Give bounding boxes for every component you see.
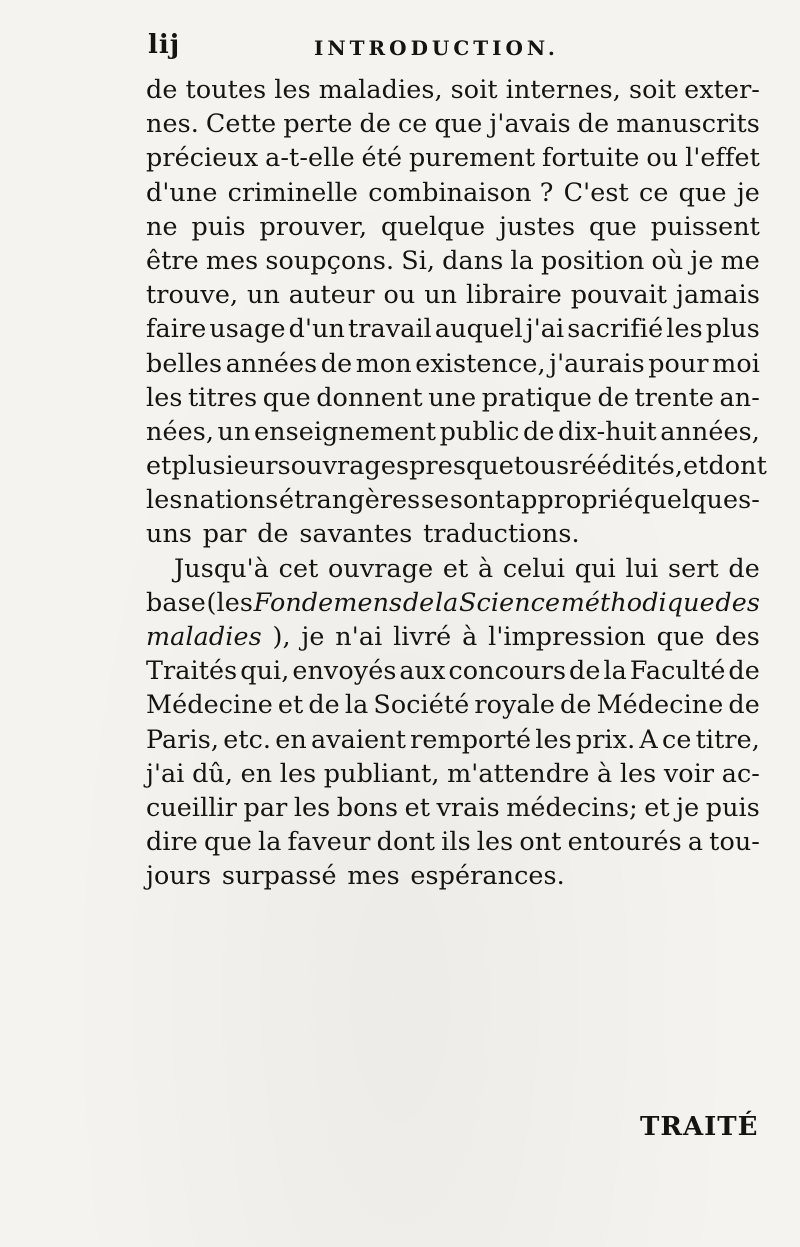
word: une <box>428 381 477 412</box>
word: les <box>535 723 572 754</box>
word: et <box>683 450 709 481</box>
word: été <box>361 142 403 173</box>
word: mon <box>355 347 412 378</box>
word: Paris, <box>146 723 220 754</box>
text-line <box>146 653 760 687</box>
word: jours <box>146 860 212 891</box>
word: l'effet <box>685 142 760 173</box>
word: les <box>146 381 183 412</box>
word: de <box>577 108 610 139</box>
word: prix. <box>575 723 636 754</box>
word: j'aurais <box>549 347 645 378</box>
word: des <box>715 586 760 617</box>
word: fortuite <box>542 142 640 173</box>
word: dix-huit <box>558 415 657 446</box>
word: en <box>275 723 307 754</box>
word: espérances. <box>410 860 565 891</box>
word: soupçons. <box>265 244 395 275</box>
word: de <box>308 689 340 720</box>
page-number: lij <box>148 30 181 60</box>
word: ), <box>272 621 291 651</box>
word: je <box>676 791 700 822</box>
text-line <box>146 311 760 345</box>
text-line <box>146 756 760 790</box>
word: titres <box>187 381 258 412</box>
word: an- <box>719 381 760 412</box>
word: cueillir <box>146 791 238 822</box>
word: perte <box>283 108 353 139</box>
word: travail <box>347 313 432 344</box>
word: a <box>687 826 704 857</box>
word: internes, <box>505 74 621 104</box>
word: qui <box>574 552 616 583</box>
text-line <box>146 858 760 892</box>
word: les <box>146 484 183 515</box>
word: auquel <box>434 313 523 344</box>
word: que <box>204 826 252 857</box>
word: les <box>476 826 514 857</box>
word: de <box>402 586 435 617</box>
word: me <box>720 244 760 275</box>
word: plusieurs <box>171 450 291 481</box>
word: manuscrits <box>616 108 760 139</box>
text-line <box>146 277 760 311</box>
word: belles <box>146 347 223 378</box>
word: puis <box>705 791 760 822</box>
word: faveur <box>287 826 371 857</box>
text-line <box>146 448 767 482</box>
word: public <box>439 415 520 446</box>
text-line <box>146 687 760 721</box>
word: sert <box>667 552 719 583</box>
text-line <box>146 346 760 380</box>
word: moi <box>712 347 760 378</box>
word: je <box>736 176 760 207</box>
word: position <box>540 244 645 275</box>
word: de <box>560 689 592 720</box>
word: en <box>240 757 273 788</box>
word: mes <box>205 244 259 275</box>
word: tous <box>513 450 570 481</box>
word: puis <box>191 210 246 241</box>
word: ne <box>146 210 178 241</box>
word: de <box>728 689 760 720</box>
word: lui <box>625 552 659 583</box>
word: années, <box>660 415 760 446</box>
word: un <box>424 279 458 310</box>
word: de <box>728 655 760 686</box>
word: sacrifié <box>567 313 664 344</box>
word: où <box>651 244 684 275</box>
text-line <box>146 551 760 585</box>
word: les <box>274 74 311 104</box>
word: envoyés <box>292 655 397 686</box>
word: combinaison ? <box>368 176 554 207</box>
word: tou- <box>709 826 760 857</box>
word: à <box>462 621 478 651</box>
word: un <box>247 279 280 310</box>
word: qui, <box>240 655 290 686</box>
word: que <box>656 621 705 651</box>
word: quelques- <box>634 484 760 515</box>
text-line <box>146 790 760 824</box>
word: Science <box>459 586 561 617</box>
word: j'ai <box>525 313 565 344</box>
word: médecins; <box>506 791 638 822</box>
word: prouver, <box>259 210 368 241</box>
word: ac- <box>721 757 760 788</box>
word: j'ai <box>146 757 185 788</box>
word: Cette <box>205 108 277 139</box>
word: de <box>257 518 289 549</box>
word: de <box>728 552 760 583</box>
word: auteur <box>288 279 375 310</box>
word: celui <box>502 552 566 583</box>
word: trente <box>634 381 715 412</box>
word: d'un <box>288 313 345 344</box>
word: Jusqu'à <box>174 552 269 583</box>
word: dont <box>376 826 436 857</box>
word: de <box>359 108 391 139</box>
text-line <box>146 209 760 243</box>
word: années <box>225 347 318 378</box>
word: exter- <box>684 74 760 104</box>
text-line <box>146 585 760 619</box>
word: concours <box>448 655 567 686</box>
word: les <box>666 313 703 344</box>
word: libraire <box>465 279 562 310</box>
word: se <box>420 484 450 515</box>
word: de <box>597 381 630 412</box>
word: cet <box>278 552 319 583</box>
word: voir <box>663 757 715 788</box>
word: entourés <box>567 826 682 857</box>
word: livré <box>393 621 452 651</box>
word: pouvait <box>570 279 668 310</box>
word: base <box>146 586 206 617</box>
text-line <box>146 619 760 653</box>
word: m'attendre <box>447 757 590 788</box>
text-line <box>146 482 760 516</box>
word: ouvrages <box>290 450 410 481</box>
word: de <box>569 655 601 686</box>
word: soit <box>629 74 677 104</box>
word: et <box>404 791 430 822</box>
word: jamais <box>675 279 760 310</box>
word: a-t-elle <box>265 142 355 173</box>
word: et <box>644 791 670 822</box>
word: et <box>277 689 304 720</box>
word: puissent <box>650 210 760 241</box>
word: toutes <box>185 74 267 104</box>
word: (les <box>206 586 253 617</box>
word: que <box>588 210 637 241</box>
word: étrangères <box>278 484 421 515</box>
word: Fondemens <box>253 586 403 617</box>
word: les <box>279 757 317 788</box>
word: n'ai <box>335 621 383 651</box>
word: sont <box>449 484 506 515</box>
word: que <box>678 176 727 207</box>
word: j'avais <box>489 108 571 139</box>
word: ont <box>519 826 562 857</box>
word: maladies <box>146 621 262 651</box>
word: je <box>690 244 714 275</box>
word: Traités <box>146 655 238 686</box>
word: enseignement <box>253 415 437 446</box>
word: uns <box>146 518 193 549</box>
text-line <box>146 175 760 209</box>
word: un <box>217 415 251 446</box>
word: maladies, <box>318 74 443 104</box>
word: ouvrage <box>328 552 434 583</box>
word: de <box>320 347 353 378</box>
word: à <box>477 552 494 583</box>
word: ils <box>441 826 471 857</box>
word: la <box>344 689 369 720</box>
word: par <box>202 518 247 549</box>
word: et <box>146 450 172 481</box>
word: méthodique <box>560 586 715 617</box>
text-line <box>146 140 760 174</box>
word: bons <box>336 791 399 822</box>
text-line <box>146 516 760 550</box>
word: la <box>510 244 534 275</box>
word: que <box>434 108 483 139</box>
word: dire <box>146 826 198 857</box>
word: nations <box>183 484 279 515</box>
word: ou <box>383 279 416 310</box>
word: je <box>301 621 325 651</box>
word: des <box>715 621 760 651</box>
word: Société <box>373 689 470 720</box>
show-through-text <box>130 880 770 1110</box>
word: précieux <box>146 142 259 173</box>
word: plus <box>705 313 760 344</box>
word: la <box>258 826 282 857</box>
body-text <box>146 72 767 893</box>
word: justes <box>498 210 576 241</box>
word: de <box>146 74 178 104</box>
word: Médecine <box>596 689 724 720</box>
word: Médecine <box>146 689 273 720</box>
word: nes. <box>146 108 199 139</box>
word: royale <box>474 689 556 720</box>
word: C'est <box>563 176 629 207</box>
word: d'une <box>146 176 218 207</box>
word: traductions. <box>423 518 580 549</box>
word: avaient <box>310 723 407 754</box>
word: soit <box>450 74 498 104</box>
word: donnent <box>316 381 423 412</box>
word: etc. <box>223 723 272 754</box>
word: faire <box>146 313 207 344</box>
page-header <box>148 30 760 70</box>
word: mes <box>347 860 400 891</box>
word: remporté <box>410 723 532 754</box>
text-line <box>146 722 760 756</box>
word: l'impression <box>488 621 646 651</box>
word: ce <box>639 176 669 207</box>
word: vrais <box>436 791 500 822</box>
word: que <box>262 381 311 412</box>
word: être <box>146 244 199 275</box>
word: dans <box>442 244 504 275</box>
text-line <box>146 106 760 140</box>
word: dont <box>708 450 767 481</box>
text-line <box>146 414 760 448</box>
word: Si, <box>401 244 436 275</box>
word: usage <box>209 313 286 344</box>
text-line <box>146 824 760 858</box>
word: dû, <box>192 757 234 788</box>
word: quelque <box>381 210 486 241</box>
word: à <box>597 757 613 788</box>
word: les <box>619 757 657 788</box>
word: surpassé <box>221 860 337 891</box>
word: ce <box>397 108 428 139</box>
word: par <box>243 791 288 822</box>
word: aux <box>399 655 446 686</box>
word: les <box>293 791 331 822</box>
word: pratique <box>481 381 593 412</box>
word: ou <box>646 142 679 173</box>
word: ce <box>662 723 692 754</box>
word: presque <box>409 450 514 481</box>
word: titre, <box>695 723 760 754</box>
running-head: INTRODUCTION. <box>314 36 559 60</box>
word: et <box>442 552 469 583</box>
word: approprié <box>505 484 634 515</box>
word: Faculté <box>629 655 726 686</box>
word: A <box>639 723 658 754</box>
word: purement <box>408 142 536 173</box>
word: existence, <box>415 347 546 378</box>
word: réédités, <box>569 450 683 481</box>
word: nées, <box>146 415 215 446</box>
word: trouve, <box>146 279 239 310</box>
word: la <box>434 586 459 617</box>
word: publiant, <box>323 757 440 788</box>
word: savantes <box>299 518 413 549</box>
word: criminelle <box>227 176 358 207</box>
catchword: TRAITÉ <box>640 1112 759 1142</box>
text-line <box>146 380 760 414</box>
word: pour <box>648 347 709 378</box>
word: la <box>603 655 627 686</box>
word: de <box>523 415 555 446</box>
text-line <box>146 243 760 277</box>
text-line <box>146 72 760 106</box>
